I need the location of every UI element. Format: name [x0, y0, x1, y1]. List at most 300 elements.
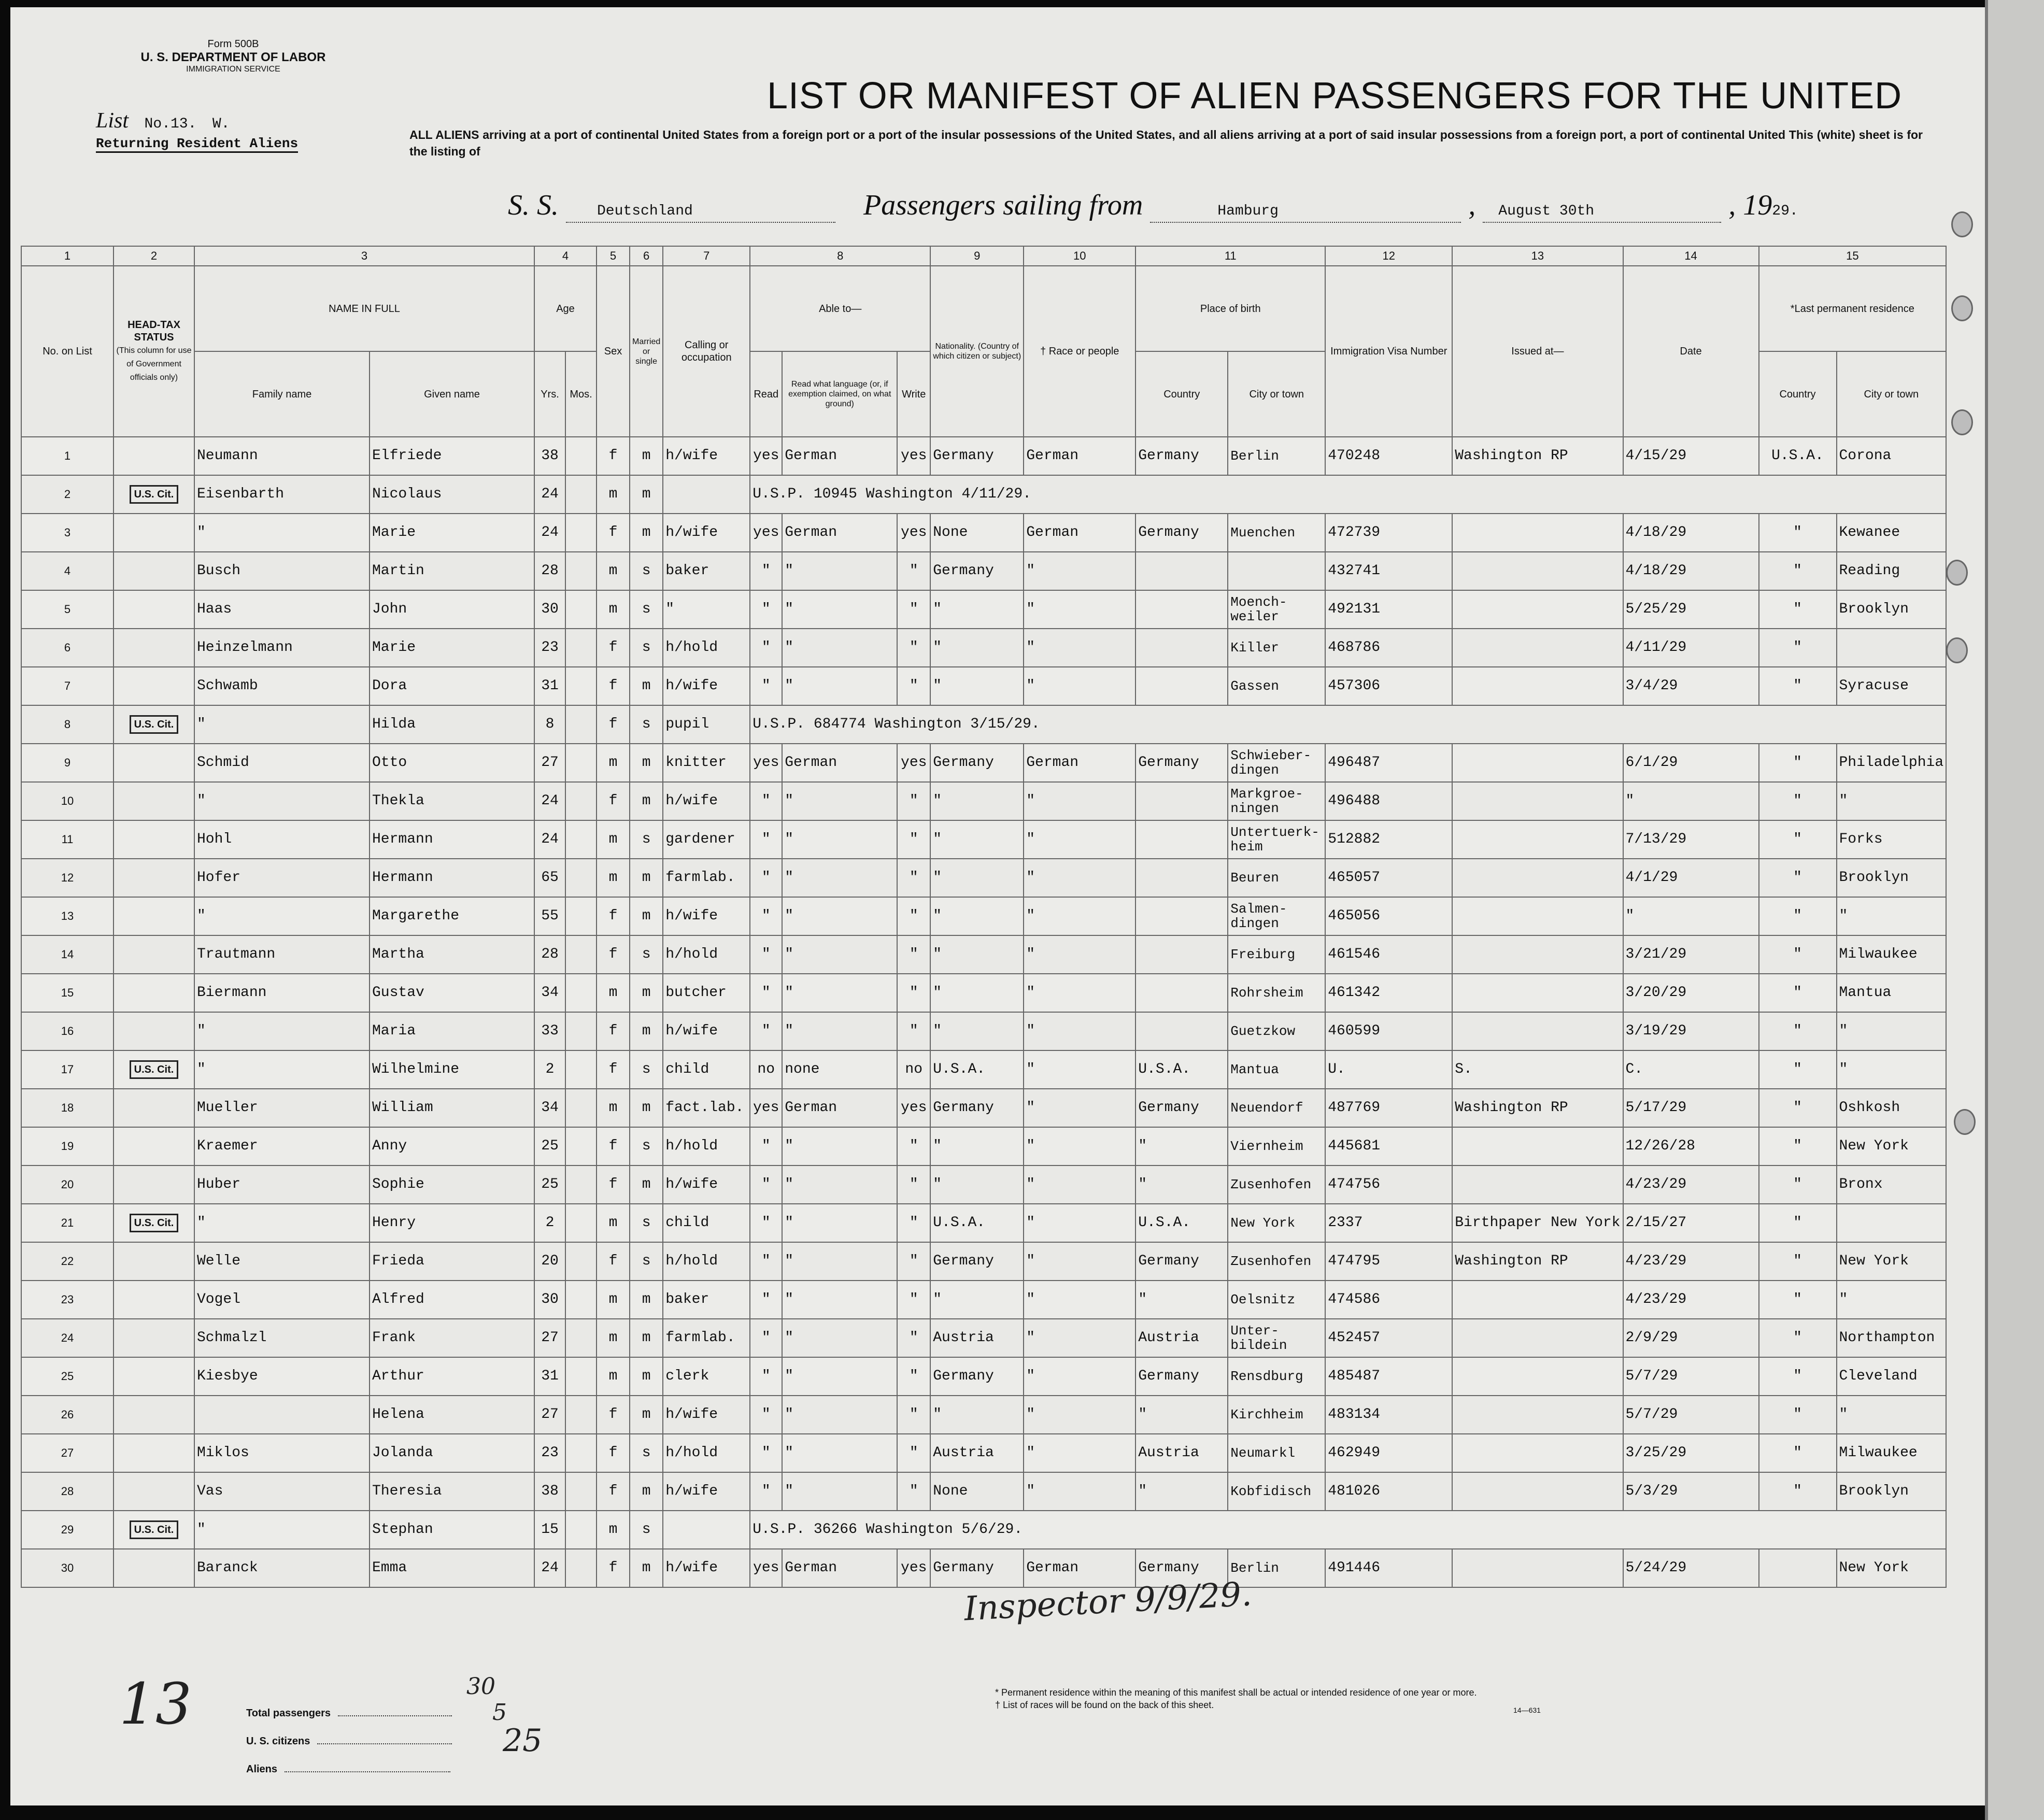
- age-months: [565, 590, 597, 629]
- head-tax-cell: [113, 1319, 194, 1357]
- birth-country: [1135, 897, 1228, 935]
- read-language: ": [782, 782, 897, 820]
- age-months: [565, 1089, 597, 1127]
- read-language: ": [782, 859, 897, 897]
- can-read: ": [750, 782, 782, 820]
- row-number: 29: [21, 1511, 113, 1549]
- visa-number: 461342: [1325, 974, 1452, 1012]
- residence-city: [1837, 629, 1947, 667]
- header-issued-at: Issued at—: [1452, 266, 1623, 437]
- head-tax-cell: [113, 1434, 194, 1472]
- residence-city: Milwaukee: [1837, 1434, 1947, 1472]
- header-able-to: Able to—: [750, 266, 930, 351]
- can-write: ": [897, 974, 930, 1012]
- residence-country: ": [1759, 667, 1837, 705]
- given-name: Margarethe: [370, 897, 534, 935]
- age-months: [565, 744, 597, 782]
- sex-cell: f: [597, 667, 630, 705]
- occupation: fact.lab.: [663, 1089, 750, 1127]
- can-write: ": [897, 1012, 930, 1050]
- given-name: Helena: [370, 1396, 534, 1434]
- occupation: h/wife: [663, 782, 750, 820]
- inspector-signature: Inspector 9/9/29.: [963, 1575, 1253, 1629]
- visa-number: 460599: [1325, 1012, 1452, 1050]
- age-months: [565, 1357, 597, 1396]
- table-row: [21, 475, 1946, 514]
- list-letter: W.: [212, 116, 230, 132]
- residence-city: Northampton: [1837, 1319, 1947, 1357]
- race-cell: German: [1024, 744, 1135, 782]
- age-months: [565, 1012, 597, 1050]
- occupation: h/hold: [663, 1242, 750, 1281]
- birth-city: Muenchen: [1228, 514, 1325, 552]
- birth-country: Germany: [1135, 1357, 1228, 1396]
- footnote-races: † List of races will be found on the back of this sheet.: [995, 1700, 1214, 1710]
- race-cell: ": [1024, 1050, 1135, 1089]
- race-cell: ": [1024, 859, 1135, 897]
- marital-status: m: [630, 1357, 663, 1396]
- visa-date: ": [1623, 782, 1759, 820]
- visa-date: 5/17/29: [1623, 1089, 1759, 1127]
- can-write: ": [897, 629, 930, 667]
- row-number: 3: [21, 514, 113, 552]
- birth-country: ": [1135, 1281, 1228, 1319]
- us-citizen-stamp: U.S. Cit.: [130, 1214, 179, 1232]
- given-name: Elfriede: [370, 437, 534, 475]
- head-tax-cell: [113, 1204, 194, 1242]
- family-name: Huber: [194, 1165, 370, 1204]
- age-years: 27: [534, 1319, 565, 1357]
- visa-number: 474795: [1325, 1242, 1452, 1281]
- issued-at: [1452, 782, 1623, 820]
- visa-number: 492131: [1325, 590, 1452, 629]
- table-row: [21, 859, 1946, 897]
- row-number: 15: [21, 974, 113, 1012]
- occupation: farmlab.: [663, 1319, 750, 1357]
- birth-country: [1135, 590, 1228, 629]
- given-name: Otto: [370, 744, 534, 782]
- given-name: Sophie: [370, 1165, 534, 1204]
- footnote-residence: * Permanent residence within the meaning of this manifest shall be actual or intended residence of one year or more.: [995, 1687, 1477, 1698]
- given-name: Frieda: [370, 1242, 534, 1281]
- birth-city: Killer: [1228, 629, 1325, 667]
- birth-country: [1135, 974, 1228, 1012]
- marital-status: m: [630, 974, 663, 1012]
- row-number: 25: [21, 1357, 113, 1396]
- can-write: yes: [897, 514, 930, 552]
- race-cell: German: [1024, 437, 1135, 475]
- read-language: German: [782, 437, 897, 475]
- us-citizen-stamp: U.S. Cit.: [130, 1060, 179, 1079]
- given-name: Alfred: [370, 1281, 534, 1319]
- row-number: 26: [21, 1396, 113, 1434]
- marital-status: s: [630, 1434, 663, 1472]
- header-no-on-list: No. on List: [21, 266, 113, 437]
- nationality: U.S.A.: [930, 1050, 1024, 1089]
- occupation: baker: [663, 552, 750, 590]
- header-mos: Mos.: [565, 351, 597, 437]
- issued-at: [1452, 667, 1623, 705]
- residence-country: ": [1759, 1472, 1837, 1511]
- sex-cell: m: [597, 1357, 630, 1396]
- marital-status: m: [630, 1012, 663, 1050]
- race-cell: ": [1024, 1089, 1135, 1127]
- residence-city: ": [1837, 1012, 1947, 1050]
- can-read: ": [750, 1204, 782, 1242]
- issued-at: [1452, 1396, 1623, 1434]
- birth-country: Germany: [1135, 1549, 1228, 1587]
- family-name: Haas: [194, 590, 370, 629]
- birth-country: [1135, 782, 1228, 820]
- sex-cell: f: [597, 935, 630, 974]
- residence-city: Corona: [1837, 437, 1947, 475]
- residence-city: Brooklyn: [1837, 859, 1947, 897]
- nationality: ": [930, 1012, 1024, 1050]
- birth-city: Rohrsheim: [1228, 974, 1325, 1012]
- head-tax-cell: [113, 514, 194, 552]
- visa-number: 461546: [1325, 935, 1452, 974]
- header-name-in-full: NAME IN FULL: [194, 266, 534, 351]
- age-years: 30: [534, 1281, 565, 1319]
- birth-city: Oelsnitz: [1228, 1281, 1325, 1319]
- sex-cell: f: [597, 1242, 630, 1281]
- occupation: farmlab.: [663, 859, 750, 897]
- sex-cell: f: [597, 1549, 630, 1587]
- family-name: Miklos: [194, 1434, 370, 1472]
- occupation: h/wife: [663, 514, 750, 552]
- birth-city: Zusenhofen: [1228, 1242, 1325, 1281]
- residence-city: Cleveland: [1837, 1357, 1947, 1396]
- issued-at: [1452, 1472, 1623, 1511]
- head-tax-cell: [113, 667, 194, 705]
- family-name: ": [194, 1012, 370, 1050]
- age-months: [565, 897, 597, 935]
- birth-country: [1135, 859, 1228, 897]
- birth-country: Germany: [1135, 744, 1228, 782]
- residence-country: ": [1759, 935, 1837, 974]
- age-years: 2: [534, 1204, 565, 1242]
- form-number: Form 500B: [207, 38, 259, 50]
- issued-at: [1452, 514, 1623, 552]
- visa-date: 5/3/29: [1623, 1472, 1759, 1511]
- departure-port: Hamburg: [1217, 203, 1279, 219]
- table-row: [21, 590, 1946, 629]
- occupation: child: [663, 1204, 750, 1242]
- header-write: Write: [897, 351, 930, 437]
- header-race: † Race or people: [1024, 266, 1135, 437]
- age-years: 15: [534, 1511, 565, 1549]
- visa-number: 487769: [1325, 1089, 1452, 1127]
- list-number: No.13.: [144, 116, 197, 132]
- race-cell: ": [1024, 552, 1135, 590]
- row-number: 12: [21, 859, 113, 897]
- table-row: [21, 1204, 1946, 1242]
- residence-city: ": [1837, 1050, 1947, 1089]
- birth-country: Germany: [1135, 1242, 1228, 1281]
- can-read: ": [750, 859, 782, 897]
- head-tax-cell: [113, 782, 194, 820]
- can-write: ": [897, 1472, 930, 1511]
- family-name: Vas: [194, 1472, 370, 1511]
- visa-date: 4/1/29: [1623, 859, 1759, 897]
- family-name: [194, 1396, 370, 1434]
- read-language: ": [782, 552, 897, 590]
- row-number: 27: [21, 1434, 113, 1472]
- age-years: 24: [534, 1549, 565, 1587]
- given-name: Nicolaus: [370, 475, 534, 514]
- birth-city: Untertuerk-heim: [1228, 820, 1325, 859]
- marital-status: s: [630, 552, 663, 590]
- given-name: Henry: [370, 1204, 534, 1242]
- birth-country: U.S.A.: [1135, 1050, 1228, 1089]
- age-years: 2: [534, 1050, 565, 1089]
- birth-country: Austria: [1135, 1319, 1228, 1357]
- issued-at: [1452, 552, 1623, 590]
- residence-city: ": [1837, 1396, 1947, 1434]
- given-name: Marie: [370, 629, 534, 667]
- visa-date: 3/4/29: [1623, 667, 1759, 705]
- visa-date: C.: [1623, 1050, 1759, 1089]
- issued-at: [1452, 820, 1623, 859]
- occupation: h/wife: [663, 437, 750, 475]
- nationality: ": [930, 667, 1024, 705]
- birth-city: Schwieber-dingen: [1228, 744, 1325, 782]
- given-name: Jolanda: [370, 1434, 534, 1472]
- given-name: Dora: [370, 667, 534, 705]
- given-name: Martin: [370, 552, 534, 590]
- service-name: IMMIGRATION SERVICE: [186, 65, 280, 74]
- visa-number: 474586: [1325, 1281, 1452, 1319]
- head-tax-cell: [113, 820, 194, 859]
- race-cell: ": [1024, 820, 1135, 859]
- can-read: no: [750, 1050, 782, 1089]
- table-row: [21, 1089, 1946, 1127]
- age-months: [565, 1511, 597, 1549]
- manifest-table: [21, 246, 1947, 1588]
- colnum-2: 2: [113, 246, 194, 266]
- age-months: [565, 514, 597, 552]
- visa-number: 512882: [1325, 820, 1452, 859]
- age-years: 23: [534, 1434, 565, 1472]
- header-birth-country: Country: [1135, 351, 1228, 437]
- given-name: Anny: [370, 1127, 534, 1165]
- can-read: ": [750, 1472, 782, 1511]
- marital-status: m: [630, 514, 663, 552]
- nationality: Austria: [930, 1319, 1024, 1357]
- nationality: ": [930, 629, 1024, 667]
- occupation: h/hold: [663, 1127, 750, 1165]
- head-tax-cell: [113, 1549, 194, 1587]
- can-write: ": [897, 552, 930, 590]
- visa-number: U.: [1325, 1050, 1452, 1089]
- age-years: 31: [534, 667, 565, 705]
- binder-ring-icon: [1951, 295, 1973, 321]
- age-months: [565, 1319, 597, 1357]
- birth-country: Germany: [1135, 514, 1228, 552]
- given-name: Gustav: [370, 974, 534, 1012]
- race-cell: ": [1024, 1242, 1135, 1281]
- colnum-13: 13: [1452, 246, 1623, 266]
- age-years: 8: [534, 705, 565, 744]
- birth-city: [1228, 552, 1325, 590]
- us-passport-entry: U.S.P. 36266 Washington 5/6/29.: [750, 1511, 1946, 1549]
- nationality: Germany: [930, 552, 1024, 590]
- issued-at: Washington RP: [1452, 437, 1623, 475]
- given-name: William: [370, 1089, 534, 1127]
- visa-number: 462949: [1325, 1434, 1452, 1472]
- occupation: child: [663, 1050, 750, 1089]
- family-name: ": [194, 705, 370, 744]
- birth-city: Berlin: [1228, 1549, 1325, 1587]
- can-write: ": [897, 1165, 930, 1204]
- age-months: [565, 859, 597, 897]
- residence-country: ": [1759, 1242, 1837, 1281]
- table-row: [21, 974, 1946, 1012]
- family-name: Welle: [194, 1242, 370, 1281]
- row-number: 9: [21, 744, 113, 782]
- residence-city: Philadelphia: [1837, 744, 1947, 782]
- sex-cell: m: [597, 1281, 630, 1319]
- nationality: Germany: [930, 1242, 1024, 1281]
- colnum-10: 10: [1024, 246, 1135, 266]
- row-number: 7: [21, 667, 113, 705]
- age-months: [565, 1472, 597, 1511]
- visa-date: 5/24/29: [1623, 1549, 1759, 1587]
- can-read: ": [750, 1281, 782, 1319]
- sex-cell: m: [597, 820, 630, 859]
- age-years: 31: [534, 1357, 565, 1396]
- birth-country: [1135, 552, 1228, 590]
- table-row: [21, 897, 1946, 935]
- can-read: ": [750, 629, 782, 667]
- given-name: Marie: [370, 514, 534, 552]
- handwritten-list-number: 13: [119, 1671, 192, 1737]
- table-row: [21, 1511, 1946, 1549]
- occupation: [663, 475, 750, 514]
- us-passport-entry: U.S.P. 10945 Washington 4/11/29.: [750, 475, 1946, 514]
- head-tax-cell: [113, 1012, 194, 1050]
- issued-at: [1452, 1281, 1623, 1319]
- visa-number: 457306: [1325, 667, 1452, 705]
- occupation: h/wife: [663, 1472, 750, 1511]
- can-read: ": [750, 1319, 782, 1357]
- occupation: [663, 1511, 750, 1549]
- nationality: Germany: [930, 744, 1024, 782]
- residence-country: ": [1759, 1050, 1837, 1089]
- nationality: ": [930, 897, 1024, 935]
- table-row: [21, 1127, 1946, 1165]
- head-tax-cell: [113, 590, 194, 629]
- can-read: ": [750, 1396, 782, 1434]
- given-name: Hilda: [370, 705, 534, 744]
- residence-country: ": [1759, 897, 1837, 935]
- marital-status: m: [630, 1281, 663, 1319]
- age-months: [565, 437, 597, 475]
- visa-number: 468786: [1325, 629, 1452, 667]
- nationality: U.S.A.: [930, 1204, 1024, 1242]
- residence-city: ": [1837, 897, 1947, 935]
- colnum-15: 15: [1759, 246, 1947, 266]
- table-row: [21, 1012, 1946, 1050]
- visa-date: 3/19/29: [1623, 1012, 1759, 1050]
- residence-country: ": [1759, 1281, 1837, 1319]
- table-row: [21, 514, 1946, 552]
- age-months: [565, 1204, 597, 1242]
- row-number: 17: [21, 1050, 113, 1089]
- table-row: [21, 1242, 1946, 1281]
- sex-cell: f: [597, 514, 630, 552]
- marital-status: s: [630, 1127, 663, 1165]
- table-row: [21, 1165, 1946, 1204]
- age-months: [565, 820, 597, 859]
- residence-country: ": [1759, 1434, 1837, 1472]
- race-cell: ": [1024, 782, 1135, 820]
- age-years: 25: [534, 1165, 565, 1204]
- can-read: ": [750, 590, 782, 629]
- handwritten-aliens: 25: [503, 1723, 543, 1759]
- visa-date: 4/23/29: [1623, 1165, 1759, 1204]
- residence-city: New York: [1837, 1127, 1947, 1165]
- total-passengers-label: Total passengers: [246, 1708, 331, 1719]
- header-residence-city: City or town: [1837, 351, 1947, 437]
- can-write: ": [897, 1127, 930, 1165]
- head-tax-cell: [113, 744, 194, 782]
- can-read: ": [750, 974, 782, 1012]
- can-write: ": [897, 1281, 930, 1319]
- header-read-language: Read what language (or, if exemption claimed, on what ground): [782, 351, 897, 437]
- head-tax-cell: [113, 1165, 194, 1204]
- header-date: Date: [1623, 266, 1759, 437]
- table-row: [21, 1050, 1946, 1089]
- birth-city: Beuren: [1228, 859, 1325, 897]
- read-language: ": [782, 629, 897, 667]
- race-cell: ": [1024, 935, 1135, 974]
- age-months: [565, 705, 597, 744]
- race-cell: ": [1024, 974, 1135, 1012]
- issued-at: [1452, 1012, 1623, 1050]
- row-number: 16: [21, 1012, 113, 1050]
- issued-at: Washington RP: [1452, 1089, 1623, 1127]
- issued-at: Birthpaper New York: [1452, 1204, 1623, 1242]
- birth-city: Neuendorf: [1228, 1089, 1325, 1127]
- residence-country: ": [1759, 974, 1837, 1012]
- age-years: 20: [534, 1242, 565, 1281]
- family-name: Vogel: [194, 1281, 370, 1319]
- visa-number: 452457: [1325, 1319, 1452, 1357]
- age-years: 28: [534, 552, 565, 590]
- marital-status: s: [630, 1050, 663, 1089]
- can-read: yes: [750, 437, 782, 475]
- visa-number: 483134: [1325, 1396, 1452, 1434]
- race-cell: ": [1024, 1281, 1135, 1319]
- issued-at: [1452, 1357, 1623, 1396]
- birth-city: Kirchheim: [1228, 1396, 1325, 1434]
- read-language: ": [782, 974, 897, 1012]
- birth-city: Neumarkl: [1228, 1434, 1325, 1472]
- intro-text: ALL ALIENS arriving at a port of continental United States from a foreign port or a port of the insular possessions of the United States, and all aliens arriving at a port of said insular possessions from a foreign port, a port of continental United This (white) sheet is for the listing of: [409, 128, 1923, 158]
- colnum-8: 8: [750, 246, 930, 266]
- row-number: 8: [21, 705, 113, 744]
- list-category: Returning Resident Aliens: [96, 136, 298, 153]
- visa-date: 2/15/27: [1623, 1204, 1759, 1242]
- head-tax-cell: [113, 974, 194, 1012]
- given-name: Stephan: [370, 1511, 534, 1549]
- nationality: None: [930, 1472, 1024, 1511]
- residence-country: ": [1759, 820, 1837, 859]
- issued-at: [1452, 590, 1623, 629]
- birth-country: U.S.A.: [1135, 1204, 1228, 1242]
- family-name: Hohl: [194, 820, 370, 859]
